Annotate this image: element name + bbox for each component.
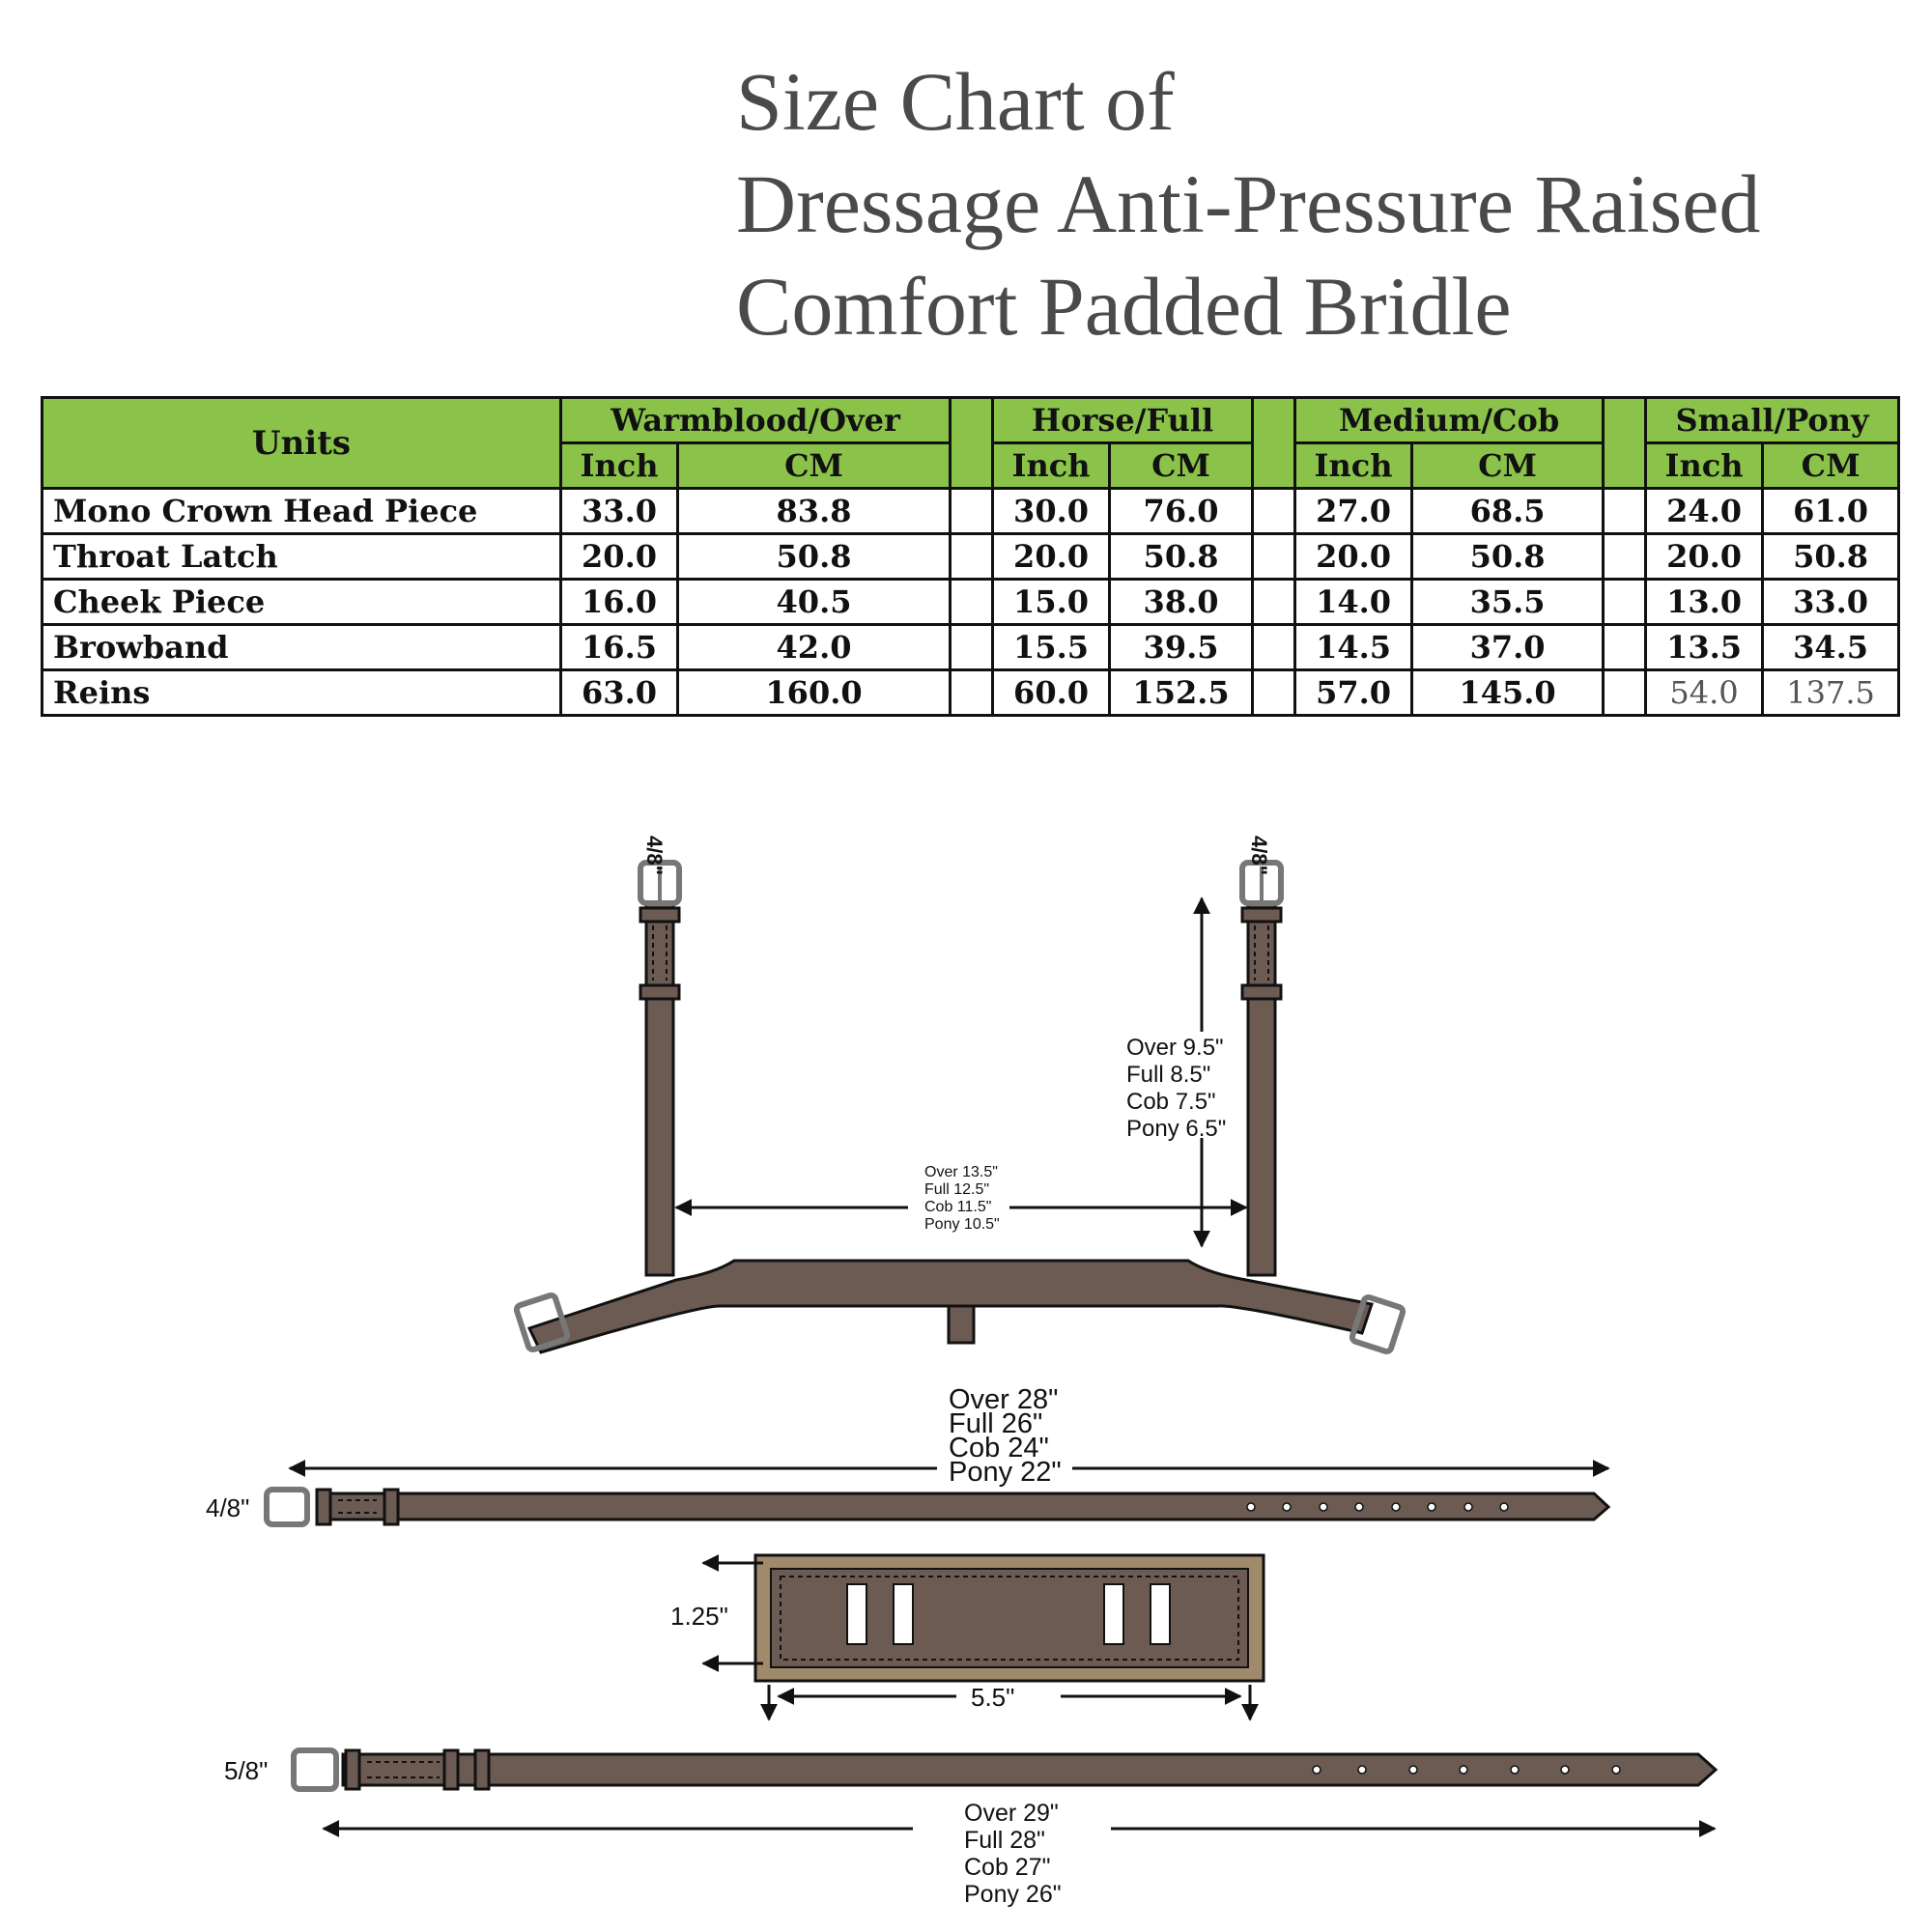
- throatlatch-keeper: [317, 1490, 330, 1524]
- table-cell: 33.0: [1763, 580, 1899, 625]
- browband-height-label: 1.25": [670, 1602, 728, 1631]
- column-gap: [951, 625, 993, 670]
- row-label: Mono Crown Head Piece: [43, 489, 561, 534]
- title-line-2: Dressage Anti-Pressure Raised: [736, 157, 1761, 250]
- inch-header: Inch: [1295, 443, 1412, 489]
- table-cell: 30.0: [993, 489, 1110, 534]
- column-gap: [1604, 534, 1646, 580]
- row-label: Throat Latch: [43, 534, 561, 580]
- cheekpiece-over: Over 29": [964, 1800, 1059, 1827]
- table-cell: 13.5: [1646, 625, 1763, 670]
- table-cell: 20.0: [1295, 534, 1412, 580]
- column-gap: [1253, 398, 1295, 489]
- table-cell: 14.5: [1295, 625, 1412, 670]
- cm-header: CM: [1412, 443, 1604, 489]
- column-gap: [951, 534, 993, 580]
- group-header: Horse/Full: [993, 398, 1253, 443]
- cheekpiece-length-label: [964, 1800, 1065, 1908]
- table-cell: 63.0: [561, 670, 678, 716]
- headpiece-horizontal-label: [924, 1164, 1002, 1233]
- browband-pad-inner: [771, 1569, 1248, 1667]
- table-cell: 145.0: [1412, 670, 1604, 716]
- vertical-pony: Pony 6.5": [1126, 1116, 1227, 1142]
- table-header-row: [43, 398, 1899, 443]
- throatlatch-cob: Cob 24": [949, 1433, 1049, 1463]
- units-header: Units: [43, 398, 561, 489]
- table-cell: 33.0: [561, 489, 678, 534]
- column-gap: [1253, 580, 1295, 625]
- inch-header: Inch: [993, 443, 1110, 489]
- table-cell: 50.8: [1110, 534, 1253, 580]
- row-label: Reins: [43, 670, 561, 716]
- vertical-cob: Cob 7.5": [1126, 1089, 1216, 1115]
- column-gap: [1604, 489, 1646, 534]
- column-gap: [1604, 670, 1646, 716]
- buckle-icon: [294, 1750, 336, 1789]
- table-row: [43, 489, 1899, 534]
- cheekpiece-pony: Pony 26": [964, 1881, 1062, 1908]
- headpiece-vertical-label: [1126, 1035, 1230, 1142]
- table-cell: 15.5: [993, 625, 1110, 670]
- throatlatch-strap: [319, 1493, 1608, 1520]
- column-gap: [1253, 625, 1295, 670]
- table-cell: 76.0: [1110, 489, 1253, 534]
- column-gap: [1253, 670, 1295, 716]
- column-gap: [1604, 625, 1646, 670]
- throatlatch-keeper: [384, 1490, 398, 1524]
- table-cell: 42.0: [678, 625, 951, 670]
- table-cell: 83.8: [678, 489, 951, 534]
- cm-header: CM: [678, 443, 951, 489]
- column-gap: [951, 670, 993, 716]
- cheekpiece-width-label: 5/8": [224, 1756, 269, 1785]
- cheekpiece-cob: Cob 27": [964, 1854, 1051, 1881]
- title-line-1: Size Chart of: [736, 55, 1175, 148]
- column-gap: [1604, 398, 1646, 489]
- row-label: Cheek Piece: [43, 580, 561, 625]
- table-cell: 57.0: [1295, 670, 1412, 716]
- column-gap: [951, 489, 993, 534]
- title-line-3: Comfort Padded Bridle: [736, 260, 1512, 353]
- inch-header: Inch: [1646, 443, 1763, 489]
- table-cell: 50.8: [1412, 534, 1604, 580]
- headpiece-right-strap: [1242, 903, 1281, 1275]
- table-row: [43, 625, 1899, 670]
- headpiece-right-width-label: 4/8": [1247, 836, 1271, 876]
- cheekpiece-keeper: [475, 1750, 489, 1789]
- table-cell: 15.0: [993, 580, 1110, 625]
- group-header: Medium/Cob: [1295, 398, 1604, 443]
- table-cell: 16.0: [561, 580, 678, 625]
- column-gap: [951, 580, 993, 625]
- column-gap: [1604, 580, 1646, 625]
- throatlatch-width-label: 4/8": [206, 1493, 250, 1522]
- cheekpiece-keeper: [346, 1750, 359, 1789]
- table-cell: 68.5: [1412, 489, 1604, 534]
- table-cell: 54.0: [1646, 670, 1763, 716]
- headpiece-left-strap: [640, 903, 679, 1275]
- horizontal-over: Over 13.5": [924, 1164, 998, 1180]
- table-cell: 13.0: [1646, 580, 1763, 625]
- table-cell: 14.0: [1295, 580, 1412, 625]
- table-cell: 137.5: [1763, 670, 1899, 716]
- table-cell: 40.5: [678, 580, 951, 625]
- row-label: Browband: [43, 625, 561, 670]
- table-cell: 152.5: [1110, 670, 1253, 716]
- horizontal-pony: Pony 10.5": [924, 1216, 1000, 1233]
- table-cell: 35.5: [1412, 580, 1604, 625]
- table-row: [43, 670, 1899, 716]
- cm-header: CM: [1110, 443, 1253, 489]
- chart-title: [736, 50, 1895, 357]
- cheekpiece-strap: [343, 1754, 1716, 1785]
- group-header: Warmblood/Over: [561, 398, 951, 443]
- table-cell: 61.0: [1763, 489, 1899, 534]
- column-gap: [1253, 489, 1295, 534]
- throatlatch-length-label: [949, 1384, 1066, 1488]
- column-gap: [951, 398, 993, 489]
- table-cell: 34.5: [1763, 625, 1899, 670]
- throatlatch-pony: Pony 22": [949, 1457, 1062, 1488]
- table-cell: 20.0: [561, 534, 678, 580]
- horizontal-full: Full 12.5": [924, 1181, 990, 1198]
- table-cell: 27.0: [1295, 489, 1412, 534]
- table-cell: 16.5: [561, 625, 678, 670]
- table-row: [43, 534, 1899, 580]
- table-cell: 50.8: [678, 534, 951, 580]
- cheekpiece-keeper: [444, 1750, 458, 1789]
- table-cell: 20.0: [993, 534, 1110, 580]
- horizontal-cob: Cob 11.5": [924, 1199, 992, 1215]
- buckle-icon: [267, 1490, 307, 1524]
- table-row: [43, 580, 1899, 625]
- vertical-full: Full 8.5": [1126, 1062, 1211, 1088]
- column-gap: [1253, 534, 1295, 580]
- headpiece-center-tab: [949, 1306, 974, 1343]
- bridle-diagram: [0, 792, 1932, 1932]
- table-cell: 39.5: [1110, 625, 1253, 670]
- browband-length-label: 5.5": [971, 1683, 1015, 1712]
- cheekpiece-full: Full 28": [964, 1827, 1045, 1854]
- vertical-over: Over 9.5": [1126, 1035, 1224, 1061]
- cm-header: CM: [1763, 443, 1899, 489]
- headpiece-left-width-label: 4/8": [642, 836, 667, 876]
- table-cell: 24.0: [1646, 489, 1763, 534]
- size-table: [41, 396, 1900, 717]
- table-cell: 20.0: [1646, 534, 1763, 580]
- table-cell: 50.8: [1763, 534, 1899, 580]
- table-cell: 38.0: [1110, 580, 1253, 625]
- throatlatch-over: Over 28": [949, 1384, 1059, 1415]
- throatlatch-full: Full 26": [949, 1408, 1043, 1439]
- inch-header: Inch: [561, 443, 678, 489]
- table-cell: 37.0: [1412, 625, 1604, 670]
- table-cell: 60.0: [993, 670, 1110, 716]
- group-header: Small/Pony: [1646, 398, 1899, 443]
- table-cell: 160.0: [678, 670, 951, 716]
